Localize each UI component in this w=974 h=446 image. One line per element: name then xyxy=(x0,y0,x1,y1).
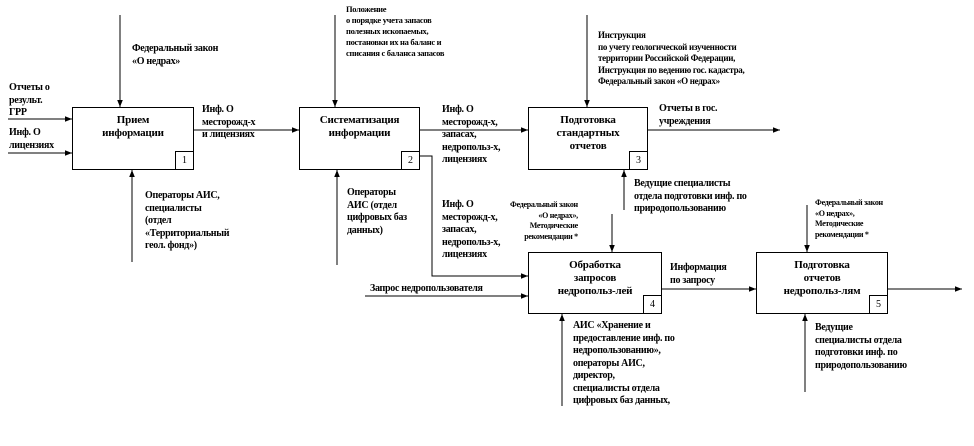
label-input-licenses: Инф. О лицензиях xyxy=(9,127,54,151)
process-box-4 xyxy=(528,252,662,314)
label-output-2a: Инф. О месторожд-х, запасах, недропольз-х, лицензиях xyxy=(442,104,501,165)
process-title: Подготовка отчетов недропольз-лям xyxy=(783,259,861,297)
label-input-request: Запрос недропользователя xyxy=(370,283,483,294)
label-output-1: Инф. О месторожд-х и лицензиях xyxy=(202,104,256,140)
process-number: 1 xyxy=(175,151,193,169)
process-title: Подготовка стандартных отчетов xyxy=(556,114,620,152)
process-box-5 xyxy=(756,252,888,314)
label-control-1: Федеральный закон «О недрах» xyxy=(132,43,219,67)
process-box-3 xyxy=(528,107,648,170)
process-number: 2 xyxy=(401,151,419,169)
label-control-5: Федеральный закон «О недрах», Методические рекомендации * xyxy=(815,198,883,239)
label-output-2b: Инф. О месторожд-х, запасах, недропольз-х, лицензиях xyxy=(442,199,501,260)
label-mechanism-2: Операторы АИС (отдел цифровых баз данных) xyxy=(347,187,407,236)
label-control-2: Положение о порядке учета запасов полезных ископаемых, постановки их на баланс и списания с баланса запасов xyxy=(346,4,445,58)
label-mechanism-5: Ведущие специалисты отдела подготовки инф. по природопользованию xyxy=(815,322,907,371)
label-input-reports: Отчеты о результ. ГРР xyxy=(9,82,50,118)
label-output-3: Отчеты в гос. учреждения xyxy=(659,103,718,127)
label-mechanism-4: АИС «Хранение и предоставление инф. по недропользованию», операторы АИС, директор, специалисты отдела цифровых баз данных, xyxy=(573,320,675,406)
label-mechanism-3: Ведущие специалисты отдела подготовки инф. по природопользованию xyxy=(634,178,747,214)
process-box-2 xyxy=(299,107,420,170)
process-box-1 xyxy=(72,107,194,170)
label-control-3: Инструкция по учету геологической изученности территории Российской Федерации, Инструкция по ведению гос. кадастра, Федеральный закон «О недрах» xyxy=(598,30,745,86)
label-output-4: Информация по запросу xyxy=(670,262,727,286)
process-number: 3 xyxy=(629,151,647,169)
label-control-4: Федеральный закон «О недрах», Методические рекомендации * xyxy=(510,200,578,241)
process-title: Систематизация информации xyxy=(319,114,400,139)
process-number: 5 xyxy=(869,295,887,313)
process-number: 4 xyxy=(643,295,661,313)
process-title: Прием информации xyxy=(102,114,164,139)
label-mechanism-1: Операторы АИС, специалисты (отдел «Территориальный геол. фонд») xyxy=(145,190,230,251)
process-title: Обработка запросов недропольз-лей xyxy=(557,259,633,297)
